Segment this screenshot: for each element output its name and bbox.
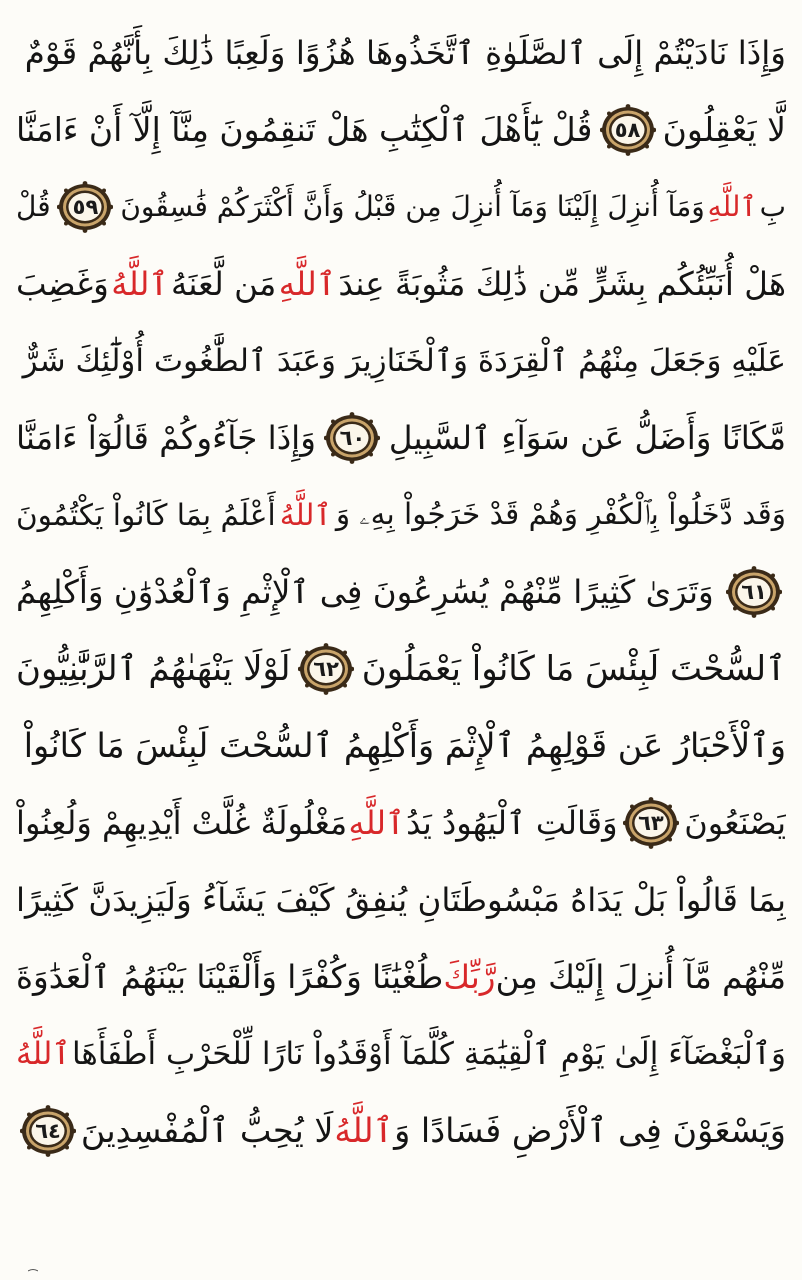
ayah-number: ٦٤ [35, 1118, 61, 1143]
divine-name-text: ٱللَّهُ [279, 497, 332, 532]
verse-text: مِّنْهُم مَّآ أُنزِلَ إِلَيْكَ مِن [495, 957, 786, 996]
divine-name-text: ٱللَّهِ [278, 264, 336, 303]
page-corner-mark [28, 1268, 38, 1274]
verse-line [16, 1092, 786, 1169]
divine-name-text: ٱللَّهِ [348, 803, 405, 842]
verse-text: وَتَرَىٰ كَثِيرًا مِّنْهُمْ يُسَٰرِعُونَ فِى ٱلْإِثْمِ وَٱلْعُدْوَٰنِ وَأَكْلِهِمُ [16, 572, 714, 611]
verse-text: مَّكَانًا وَأَضَلُّ عَن سَوَآءِ ٱلسَّبِيلِ [388, 418, 786, 457]
verse-text: مَن لَّعَنَهُ [170, 264, 277, 303]
divine-name-text: ٱللَّهِ [707, 190, 757, 223]
ayah-number: ٥٨ [614, 117, 641, 142]
verse-text: بِمَا قَالُواْ بَلْ يَدَاهُ مَبْسُوطَتَانِ يُنفِقُ كَيْفَ يَشَآءُ وَلَيَزِيدَنَّ كَثِيرًا [16, 880, 786, 919]
verse-line [16, 245, 786, 322]
verse-text: مَغْلُولَةٌ غُلَّتْ أَيْدِيهِمْ وَلُعِنُواْ [16, 803, 348, 842]
verse-line [16, 630, 786, 707]
ayah-number: ٦١ [741, 579, 767, 604]
verse-text: وَغَضِبَ [16, 264, 109, 303]
verse-line [16, 168, 786, 245]
verse-text: وَقَد دَّخَلُواْ بِٱلْكُفْرِ وَهُمْ قَدْ خَرَجُواْ بِهِۦ وَ [335, 497, 786, 531]
verse-line [16, 322, 786, 399]
verse-text: بِ [759, 190, 786, 223]
verse-text: وَقَالَتِ ٱلْيَهُودُ يَدُ [406, 803, 618, 842]
verse-text: أَعْلَمُ بِمَا كَانُواْ يَكْتُمُونَ [16, 497, 276, 532]
verse-text: قُلْ [16, 190, 51, 223]
verse-line [16, 1015, 786, 1092]
verse-text: ٱلسُّحْتَ لَبِئْسَ مَا كَانُواْ يَعْمَلُونَ [361, 649, 786, 689]
ayah-number: ٦٠ [339, 425, 366, 450]
divine-name-text: ٱللَّهُ [334, 1111, 394, 1150]
ayah-number: ٦٢ [313, 656, 339, 681]
ayah-end-rosette-icon [726, 566, 782, 618]
ayah-end-rosette-icon [600, 104, 656, 156]
verse-line [16, 399, 786, 476]
verse-line [16, 553, 786, 630]
ayah-end-rosette-icon [324, 412, 380, 464]
verse-line [16, 861, 786, 938]
verse-text: طُغْيَٰنًا وَكُفْرًا وَأَلْقَيْنَا بَيْنَهُمُ ٱلْعَدَٰوَةَ [16, 957, 444, 996]
verse-text: وَإِذَا جَآءُوكُمْ قَالُوٓاْ ءَامَنَّا [16, 418, 316, 457]
verse-text: وَإِذَا نَادَيْتُمْ إِلَى ٱلصَّلَوٰةِ ٱتَّخَذُوهَا هُزُوًا وَلَعِبًا ذَٰلِكَ بِأَنَّهُمْ قَوْمٌ [24, 33, 786, 72]
ayah-end-rosette-icon [298, 643, 354, 695]
verse-text: وَٱلْبَغْضَآءَ إِلَىٰ يَوْمِ ٱلْقِيَٰمَةِ كُلَّمَآ أَوْقَدُواْ نَارًا لِّلْحَرْبِ أَطْفَأَهَا [71, 1035, 786, 1072]
divine-name-text: رَّبِّكَ [443, 957, 496, 996]
verse-line [16, 784, 786, 861]
verse-text: وَيَسْعَوْنَ فِى ٱلْأَرْضِ فَسَادًا وَ [394, 1111, 786, 1150]
ayah-number: ٦٣ [638, 810, 664, 835]
ayah-end-rosette-icon [623, 797, 679, 849]
verse-line [16, 938, 786, 1015]
verse-text: لَّا يَعْقِلُونَ [662, 110, 786, 149]
verse-text: هَلْ أُنَبِّئُكُم بِشَرٍّ مِّن ذَٰلِكَ مَثُوبَةً عِندَ [338, 264, 786, 303]
verse-text: عَلَيْهِ وَجَعَلَ مِنْهُمُ ٱلْقِرَدَةَ وَٱلْخَنَازِيرَ وَعَبَدَ ٱلطَّٰغُوتَ أُوْلَٰٓئِكَ شَرٌّ [22, 342, 786, 379]
verse-line [16, 14, 786, 91]
verse-text: قُلْ يَٰٓأَهْلَ ٱلْكِتَٰبِ هَلْ تَنقِمُونَ مِنَّآ إِلَّآ أَنْ ءَامَنَّا [16, 110, 593, 149]
verse-text: لَا يُحِبُّ ٱلْمُفْسِدِينَ [80, 1111, 334, 1150]
verse-line [16, 476, 786, 553]
verse-text: لَوْلَا يَنْهَىٰهُمُ ٱلرَّبَّٰنِيُّونَ [16, 649, 291, 689]
divine-name-text: ٱللَّهُ [16, 1035, 71, 1072]
verse-text: يَصْنَعُونَ [684, 803, 786, 842]
verse-text: وَٱلْأَحْبَارُ عَن قَوْلِهِمُ ٱلْإِثْمَ وَأَكْلِهِمُ ٱلسُّحْتَ لَبِئْسَ مَا كَانُواْ [23, 726, 786, 765]
ayah-end-rosette-icon [57, 181, 113, 233]
divine-name-text: ٱللَّهُ [111, 264, 169, 303]
ayah-number: ٥٩ [72, 194, 99, 219]
verse-text: وَمَآ أُنزِلَ إِلَيْنَا وَمَآ أُنزِلَ مِن قَبْلُ وَأَنَّ أَكْثَرَكُمْ فَٰسِقُونَ [120, 190, 705, 223]
verse-line [16, 707, 786, 784]
ayah-end-rosette-icon [20, 1105, 76, 1157]
verse-line [16, 91, 786, 168]
